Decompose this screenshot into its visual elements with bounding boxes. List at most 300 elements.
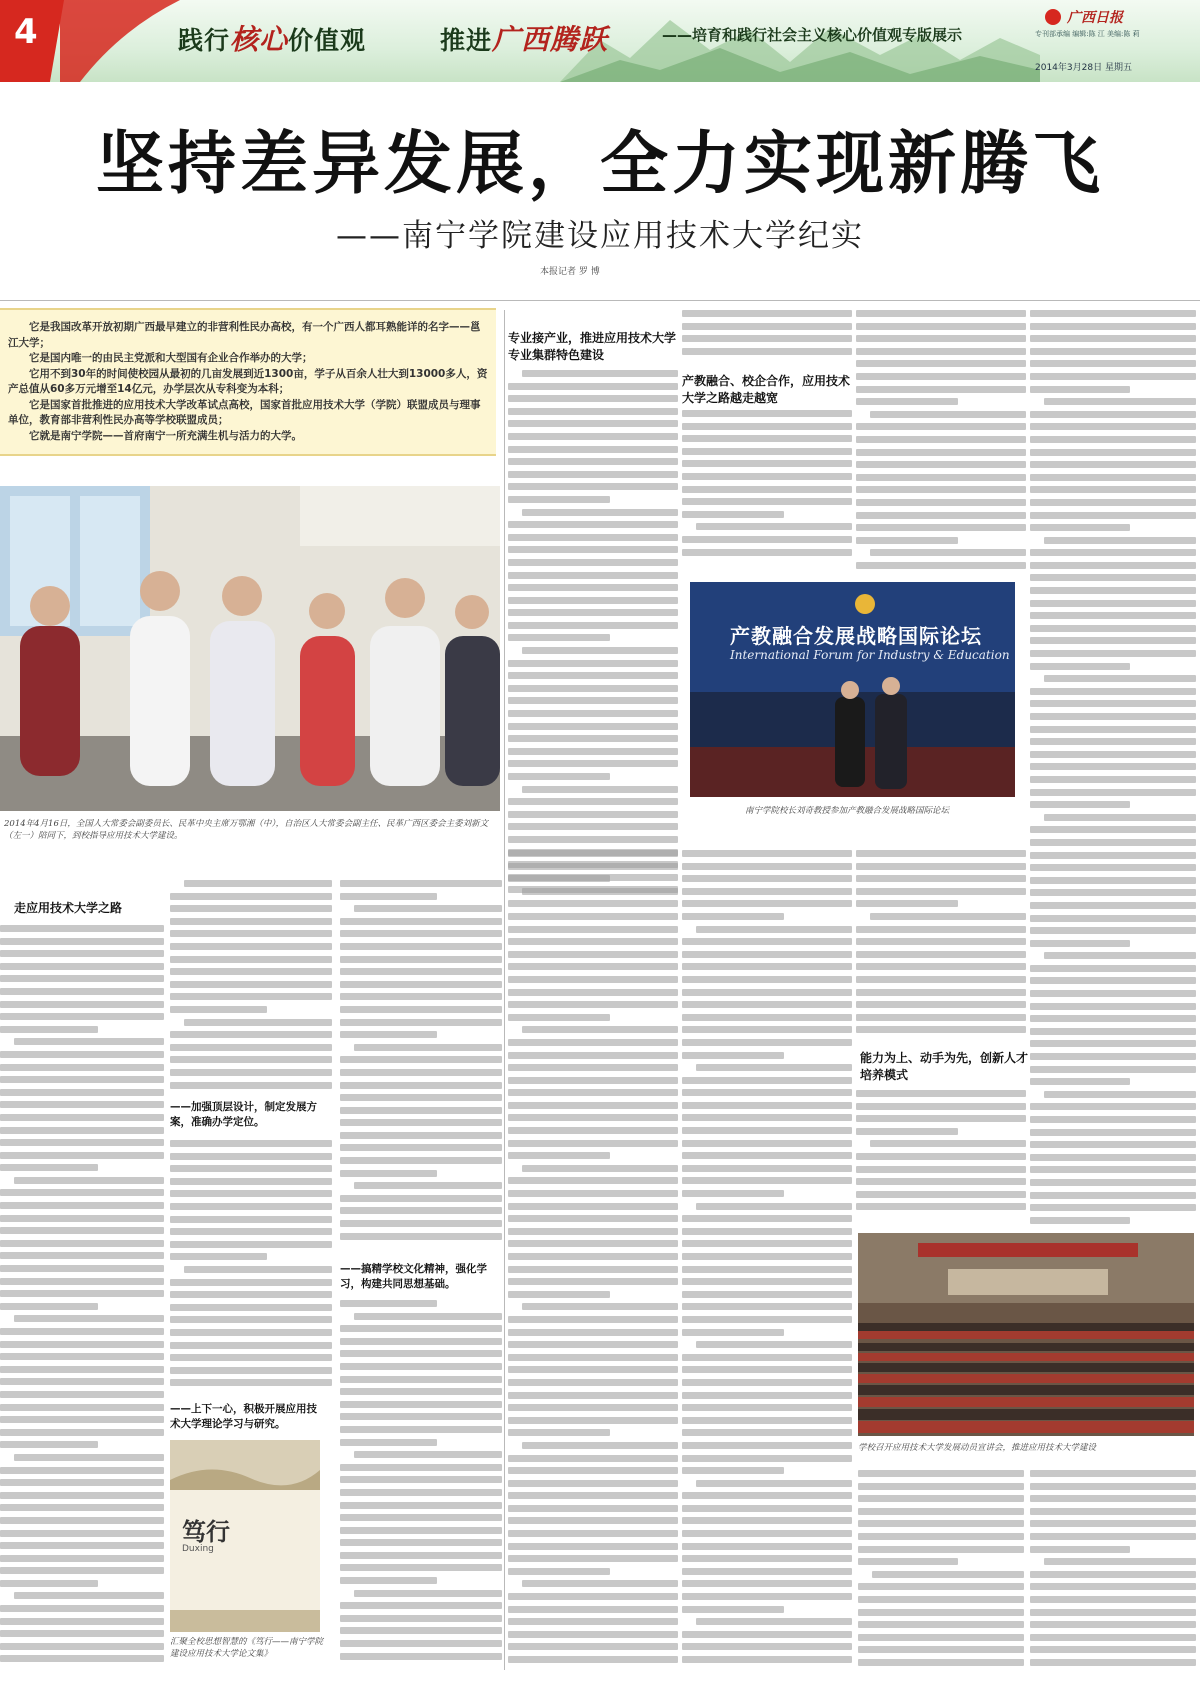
text-line: [1030, 348, 1196, 355]
text-line: [0, 1618, 164, 1625]
text-line: [858, 1596, 1024, 1603]
text-line: [1030, 1166, 1196, 1173]
text-line: [508, 1366, 678, 1373]
text-line: [508, 383, 678, 390]
text-line: [170, 1044, 332, 1051]
text-line: [170, 918, 332, 925]
text-line: [508, 1643, 678, 1650]
text-line: [340, 968, 502, 975]
text-line: [696, 1618, 852, 1625]
text-line: [1030, 776, 1196, 783]
text-line: [696, 1064, 852, 1071]
text-line: [340, 893, 437, 900]
text-line: [508, 836, 678, 843]
text-line: [856, 373, 1026, 380]
text-line: [1030, 1192, 1196, 1199]
text-line: [682, 549, 852, 556]
text-line: [682, 1530, 852, 1537]
text-line: [682, 951, 852, 958]
text-line: [522, 1026, 678, 1033]
text-line: [856, 1178, 1026, 1185]
text-line: [0, 1416, 164, 1423]
text-line: [0, 1643, 164, 1650]
text-line: [170, 905, 332, 912]
text-line: [0, 1265, 164, 1272]
text-line: [682, 310, 852, 317]
text-line: [1030, 1204, 1196, 1211]
body-column: [0, 925, 164, 1675]
section-head-5: ——搞精学校文化精神，强化学习，构建共同思想基础。: [340, 1263, 487, 1290]
text-line: [1030, 965, 1196, 972]
text-line: [14, 1315, 164, 1322]
text-line: [508, 1492, 678, 1499]
text-line: [682, 1631, 852, 1638]
text-line: [508, 1064, 678, 1071]
text-line: [1030, 763, 1196, 770]
text-line: [170, 1006, 267, 1013]
text-line: [1030, 310, 1196, 317]
text-line: [0, 1605, 164, 1612]
text-line: [1044, 537, 1196, 544]
masthead-info: 专刊部承编 编辑:陈 江 美编:陈 莉: [1035, 30, 1140, 38]
text-line: [508, 1555, 678, 1562]
red-swoosh-decoration: [60, 0, 180, 82]
text-line: [508, 875, 610, 882]
header-subtitle: ——培育和践行社会主义核心价值观专版展示: [662, 26, 963, 44]
text-line: [682, 1329, 784, 1336]
text-line: [508, 1291, 610, 1298]
text-line: [856, 1128, 958, 1135]
body-column: [1030, 310, 1196, 1230]
text-line: [682, 1392, 852, 1399]
text-line: [340, 1564, 502, 1571]
text-line: [170, 1190, 332, 1197]
text-line: [1030, 386, 1130, 393]
text-line: [0, 1278, 164, 1285]
text-line: [1030, 1646, 1196, 1653]
text-line: [354, 1451, 502, 1458]
text-line: [872, 1571, 1024, 1578]
text-line: [0, 1580, 98, 1587]
text-line: [1044, 398, 1196, 405]
text-line: [1030, 449, 1196, 456]
text-line: [14, 1454, 164, 1461]
text-line: [1030, 486, 1196, 493]
photo-book-cover: [170, 1440, 320, 1632]
text-line: [184, 1019, 332, 1026]
text-line: [340, 1476, 502, 1483]
text-line: [0, 988, 164, 995]
text-line: [682, 1039, 852, 1046]
text-line: [0, 1353, 164, 1360]
text-line: [856, 360, 1026, 367]
text-line: [1030, 1621, 1196, 1628]
text-line: [340, 1640, 502, 1647]
text-line: [340, 1006, 502, 1013]
text-line: [170, 1291, 332, 1298]
text-line: [508, 900, 678, 907]
text-line: [856, 888, 1026, 895]
text-line: [508, 446, 678, 453]
masthead-name: 广西日报: [1067, 10, 1123, 26]
text-line: [508, 1480, 678, 1487]
text-line: [184, 1266, 332, 1273]
text-line: [170, 1304, 332, 1311]
text-line: [170, 956, 332, 963]
text-line: [682, 1404, 852, 1411]
text-line: [858, 1508, 1024, 1515]
text-line: [696, 1480, 852, 1487]
text-line: [170, 1178, 332, 1185]
issue-date: 2014年3月28日 星期五: [1035, 63, 1132, 73]
text-line: [1030, 1533, 1196, 1540]
text-line: [522, 509, 678, 516]
text-line: [682, 863, 852, 870]
text-line: [0, 938, 164, 945]
text-line: [682, 348, 852, 355]
text-line: [856, 474, 1026, 481]
text-line: [340, 1094, 502, 1101]
text-line: [508, 1152, 610, 1159]
text-line: [340, 1144, 502, 1151]
text-line: [340, 930, 502, 937]
text-line: [508, 823, 678, 830]
text-line: [856, 850, 1026, 857]
newspaper-logo-icon: [1045, 9, 1061, 25]
text-line: [0, 925, 164, 932]
text-line: [682, 1165, 852, 1172]
text-line: [682, 335, 852, 342]
text-lines: [856, 850, 1026, 1033]
text-line: [858, 1483, 1024, 1490]
text-line: [340, 1413, 502, 1420]
text-lines: [858, 1470, 1024, 1666]
text-line: [170, 1165, 332, 1172]
text-line: [0, 1378, 164, 1385]
body-column: [170, 1140, 332, 1395]
text-line: [508, 1379, 678, 1386]
text-line: [340, 1539, 502, 1546]
text-line: [508, 597, 678, 604]
body-column: [858, 1470, 1024, 1675]
text-line: [508, 420, 678, 427]
photo-officials-visit: [0, 486, 500, 811]
text-line: [0, 1026, 98, 1033]
text-line: [508, 1606, 678, 1613]
text-line: [1030, 738, 1196, 745]
text-line: [682, 423, 852, 430]
text-line: [1030, 574, 1196, 581]
text-line: [858, 1634, 1024, 1641]
text-line: [508, 609, 678, 616]
text-line: [1030, 637, 1196, 644]
text-line: [858, 1646, 1024, 1653]
text-lines: [508, 370, 678, 893]
text-line: [354, 905, 502, 912]
text-line: [0, 1139, 164, 1146]
text-line: [522, 370, 678, 377]
text-lines: [170, 1140, 332, 1386]
text-line: [682, 1102, 852, 1109]
text-line: [0, 1655, 164, 1662]
article-subheadline: ——南宁学院建设应用技术大学纪实: [336, 218, 864, 254]
text-line: [508, 559, 678, 566]
text-line: [340, 1195, 502, 1202]
text-line: [508, 471, 678, 478]
text-line: [682, 1467, 784, 1474]
text-line: [856, 398, 958, 405]
intro-line: 它是国家首批推进的应用技术大学改革试点高校，国家首批应用技术大学（学院）联盟成员与理事单位，教育部非营利性民办高等学校联盟成员；: [8, 398, 481, 426]
text-line: [508, 989, 678, 996]
text-lines: [682, 410, 852, 556]
text-line: [1030, 1483, 1196, 1490]
text-line: [856, 1026, 1026, 1033]
text-line: [856, 926, 1026, 933]
text-line: [508, 408, 678, 415]
text-line: [682, 1316, 852, 1323]
text-line: [340, 1552, 502, 1559]
text-line: [340, 1107, 502, 1114]
text-line: [508, 584, 678, 591]
book-title: 笃行: [182, 1517, 230, 1546]
photo2-caption: 南宁学院校长刘奇教授参加产教融合发展战略国际论坛: [745, 806, 950, 816]
body-column: [682, 850, 852, 1675]
text-line: [682, 1052, 784, 1059]
intro-line: 它是我国改革开放初期广西最早建立的非营利性民办高校，有一个广西人都耳熟能详的名字——邕江大学；: [8, 321, 481, 349]
text-line: [0, 1127, 164, 1134]
text-line: [0, 1542, 164, 1549]
text-line: [508, 1568, 610, 1575]
text-line: [1030, 1470, 1196, 1477]
text-line: [508, 1417, 678, 1424]
text-line: [1030, 663, 1130, 670]
text-line: [1030, 524, 1130, 531]
photo3-caption: 学校召开应用技术大学发展动员宣讲会，推进应用技术大学建设: [858, 1443, 1097, 1453]
text-line: [1030, 1116, 1196, 1123]
text-line: [170, 1253, 267, 1260]
text-line: [340, 1502, 502, 1509]
text-line: [682, 1077, 852, 1084]
text-line: [1030, 902, 1196, 909]
text-line: [0, 1341, 164, 1348]
text-line: [508, 760, 678, 767]
section-head-2: 产教融合、校企合作，应用技术大学之路越走越宽: [682, 374, 851, 405]
intro-line: 它是国内唯一的由民主党派和大型国有企业合作举办的大学；: [29, 352, 313, 364]
text-line: [682, 1291, 852, 1298]
text-lines: [682, 850, 852, 1663]
text-line: [0, 1240, 164, 1247]
text-line: [856, 963, 1026, 970]
text-line: [1030, 1141, 1196, 1148]
text-line: [858, 1533, 1024, 1540]
text-line: [340, 1376, 502, 1383]
text-line: [0, 1089, 164, 1096]
text-line: [856, 423, 1026, 430]
text-line: [508, 1190, 678, 1197]
text-line: [340, 1350, 502, 1357]
text-line: [856, 1090, 1026, 1097]
text-line: [340, 1527, 502, 1534]
section-head-6: ——上下一心，积极开展应用技术大学理论学习与研究。: [170, 1403, 317, 1430]
text-line: [340, 1514, 502, 1521]
text-line: [1030, 1078, 1130, 1085]
text-line: [340, 1069, 502, 1076]
text-line: [682, 1026, 852, 1033]
text-line: [1030, 713, 1196, 720]
text-line: [508, 1467, 678, 1474]
text-line: [170, 981, 332, 988]
photo-officials-illustration: [0, 486, 500, 811]
text-line: [682, 1253, 852, 1260]
text-line: [508, 1656, 678, 1663]
text-line: [858, 1621, 1024, 1628]
text-line: [1030, 1583, 1196, 1590]
text-line: [508, 913, 678, 920]
text-line: [340, 943, 502, 950]
text-line: [682, 1190, 784, 1197]
text-line: [682, 1656, 852, 1663]
text-line: [0, 1189, 164, 1196]
page-header: [0, 0, 1200, 82]
text-line: [1030, 751, 1196, 758]
text-line: [0, 950, 164, 957]
text-line: [0, 1001, 164, 1008]
text-line: [170, 968, 332, 975]
text-line: [1030, 877, 1196, 884]
text-line: [1030, 864, 1196, 871]
text-line: [1044, 675, 1196, 682]
text-line: [354, 1044, 502, 1051]
text-line: [856, 951, 1026, 958]
text-line: [14, 1177, 164, 1184]
text-line: [1030, 1508, 1196, 1515]
text-line: [1030, 977, 1196, 984]
text-line: [0, 1517, 164, 1524]
text-lines: [0, 925, 164, 1662]
text-line: [696, 1203, 852, 1210]
section-head-7: 能力为上、动手为先，创新人才培养模式: [860, 1051, 1029, 1082]
text-line: [170, 943, 332, 950]
text-line: [682, 448, 852, 455]
text-line: [170, 1216, 332, 1223]
text-line: [508, 1215, 678, 1222]
text-line: [508, 634, 610, 641]
text-line: [858, 1609, 1024, 1616]
body-column: [856, 1090, 1026, 1220]
text-line: [856, 310, 1026, 317]
text-line: [340, 1082, 502, 1089]
text-line: [170, 993, 332, 1000]
text-line: [682, 1505, 852, 1512]
text-line: [1030, 562, 1196, 569]
text-line: [170, 1056, 332, 1063]
text-line: [508, 483, 678, 490]
header-title-1: 践行核心价值观: [178, 23, 367, 56]
text-line: [870, 1140, 1026, 1147]
text-line: [522, 1442, 678, 1449]
body-column: [508, 850, 678, 1675]
text-line: [508, 1114, 678, 1121]
body-column: [856, 310, 1026, 575]
text-line: [682, 1455, 852, 1462]
text-line: [856, 348, 1026, 355]
text-line: [508, 798, 678, 805]
text-line: [170, 1082, 332, 1089]
text-line: [682, 473, 852, 480]
text-line: [856, 524, 1026, 531]
column-rule: [504, 310, 505, 1670]
text-line: [858, 1583, 1024, 1590]
text-line: [0, 1530, 164, 1537]
text-line: [1030, 423, 1196, 430]
section-head-3: 走应用技术大学之路: [14, 901, 123, 915]
text-line: [682, 1177, 852, 1184]
text-line: [856, 486, 1026, 493]
text-line: [340, 1489, 502, 1496]
text-line: [170, 1342, 332, 1349]
text-line: [522, 647, 678, 654]
text-line: [0, 1252, 164, 1259]
text-line: [522, 786, 678, 793]
text-line: [340, 1464, 502, 1471]
text-lines: [1030, 1470, 1196, 1666]
text-line: [508, 1140, 678, 1147]
text-line: [340, 993, 502, 1000]
text-lines: [170, 880, 332, 1089]
text-line: [508, 1530, 678, 1537]
text-line: [340, 1338, 502, 1345]
text-line: [682, 1379, 852, 1386]
book-title-en: Duxing: [182, 1544, 214, 1554]
text-line: [682, 1492, 852, 1499]
text-line: [340, 1653, 502, 1660]
text-line: [508, 1253, 678, 1260]
text-line: [354, 1590, 502, 1597]
text-line: [508, 723, 678, 730]
text-line: [0, 1479, 164, 1486]
text-line: [0, 1467, 164, 1474]
photo1-caption: 2014年4月16日，全国人大常委会副委员长、民革中央主席万鄂湘（中），自治区人大常委会副主任、民革广西区委会主委刘新文（左一）陪同下，到校指导应用技术大学建设。: [4, 819, 489, 841]
text-line: [508, 1278, 678, 1285]
photo4-caption: 汇聚全校思想智慧的《笃行——南宁学院建设应用技术大学论文集》: [170, 1637, 324, 1659]
text-line: [682, 1266, 852, 1273]
text-line: [682, 1555, 852, 1562]
text-line: [682, 938, 852, 945]
text-line: [0, 1076, 164, 1083]
text-line: [858, 1659, 1024, 1666]
text-line: [696, 926, 852, 933]
text-lines: [682, 310, 852, 355]
text-line: [340, 1602, 502, 1609]
text-line: [1030, 512, 1196, 519]
text-line: [508, 1392, 678, 1399]
text-line: [170, 1228, 332, 1235]
text-line: [1030, 1003, 1196, 1010]
text-line: [1030, 990, 1196, 997]
text-line: [1030, 1179, 1196, 1186]
body-column: [1030, 1470, 1196, 1675]
text-line: [508, 1354, 678, 1361]
intro-box: [0, 308, 496, 456]
body-column: [856, 850, 1026, 1040]
text-line: [1030, 625, 1196, 632]
text-line: [682, 1366, 852, 1373]
text-line: [856, 335, 1026, 342]
text-line: [170, 893, 332, 900]
text-line: [508, 1014, 610, 1021]
text-line: [1030, 612, 1196, 619]
text-line: [508, 1593, 678, 1600]
